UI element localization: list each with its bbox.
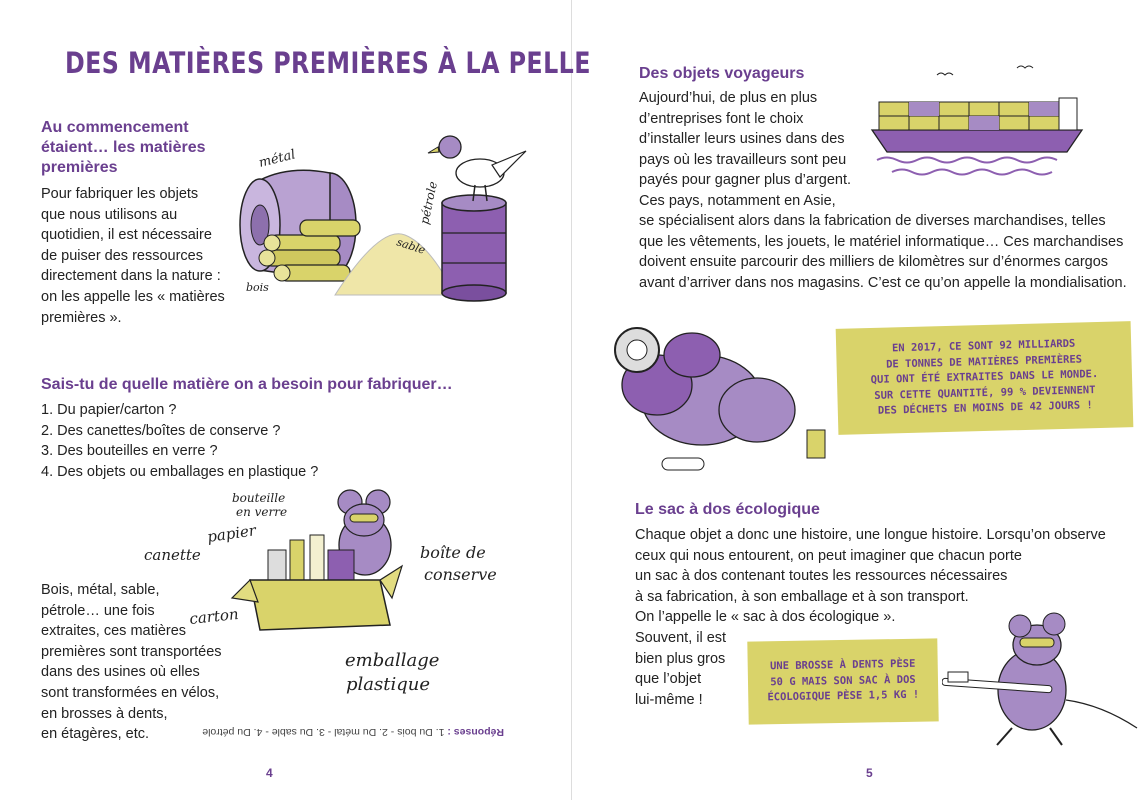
body-line: Souvent, il est — [635, 630, 727, 646]
body-line: bien plus gros — [635, 650, 726, 667]
right-page — [572, 0, 1143, 800]
section-heading-objets-voyageurs: Des objets voyageurs — [639, 65, 805, 82]
body-line: que nous utilisons au — [41, 206, 178, 223]
list-item: 2. Des canettes/boîtes de conserve ? — [41, 422, 281, 439]
body-line: On l’appelle le « sac à dos écologique ». — [635, 609, 896, 626]
label-canette: canette — [144, 546, 201, 564]
callout-line: SUR CETTE QUANTITÉ, 99 % DEVIENNENT — [874, 383, 1096, 402]
section-body-objets-voyageurs-narrow — [639, 88, 851, 212]
body-line: premières sont transportées — [41, 643, 222, 660]
section-body-commencement — [41, 184, 225, 328]
label-emballage-1: emballage — [345, 650, 440, 671]
body-line: que les vêtements, les jouets, le matériel informatique… Ces marchandises — [639, 233, 1124, 250]
page-number-left: 4 — [266, 766, 273, 780]
body-line: en étagères, etc. — [41, 726, 150, 743]
body-line: Chaque objet a donc une histoire, une longue histoire. Lorsqu’on observe — [635, 527, 1106, 543]
heading-line: étaient… les matières — [41, 139, 206, 156]
callout-brosse-a-dents — [747, 638, 938, 724]
body-line: à sa fabrication, à son emballage et à son transport. — [635, 588, 969, 605]
body-line: avant d’arriver dans nos magasins. C’est ce qu’on appelle la mondialisation. — [639, 274, 1127, 291]
body-line: doivent ensuite parcourir des milliers de kilomètres sur d’énormes cargos — [639, 254, 1109, 271]
label-sable: sable — [395, 235, 427, 257]
bottle-icon — [662, 458, 704, 470]
body-line: dans des usines où elles — [41, 664, 200, 681]
seagull-small-icon-2 — [1017, 66, 1033, 68]
body-line: en brosses à dents, — [41, 705, 168, 722]
body-line: que l’objet — [635, 671, 702, 688]
answers-label: Réponses : — [447, 726, 504, 738]
body-line: directement dans la nature : — [41, 268, 221, 285]
section-body-transformation — [41, 580, 222, 745]
callout-line: EN 2017, CE SONT 92 MILLIARDS — [891, 337, 1076, 355]
mouse-icon-2 — [997, 613, 1137, 745]
label-bois: bois — [246, 281, 269, 294]
callout-line: 50 G MAIS SON SAC À DOS — [770, 673, 916, 688]
answers-text: 1. Du bois - 2. Du métal - 3. Du sable - 4. Du pétrole — [202, 726, 448, 738]
body-line: Aujourd’hui, de plus en plus — [639, 90, 818, 106]
label-papier: papier — [206, 521, 258, 546]
label-bouteille-2: en verre — [236, 505, 288, 519]
body-line: d’installer leurs usines dans des — [639, 131, 845, 148]
body-line: ceux qui nous entourent, on peut imaginer que chacun porte — [635, 547, 1022, 564]
body-line: on les appelle les « matières — [41, 288, 225, 305]
body-line: se spécialisent alors dans la fabrication de diverses marchandises, telles — [639, 213, 1106, 229]
raw-materials-illustration — [230, 125, 540, 315]
section-heading-sac-a-dos: Le sac à dos écologique — [635, 501, 820, 518]
body-line: pétrole… une fois — [41, 602, 155, 619]
list-item: 3. Des bouteilles en verre ? — [41, 443, 218, 460]
callout-line: ÉCOLOGIQUE PÈSE 1,5 KG ! — [767, 688, 920, 704]
body-line: Ces pays, notamment en Asie, — [639, 192, 836, 209]
callout-line: UNE BROSSE À DENTS PÈSE — [769, 657, 916, 673]
body-line: lui-même ! — [635, 691, 703, 708]
body-line: premières ». — [41, 309, 122, 326]
body-line: de puiser des ressources — [41, 247, 203, 264]
seagull-small-icon — [937, 73, 953, 75]
body-line: d’entreprises font le choix — [639, 110, 804, 127]
label-boite-1: boîte de — [420, 543, 486, 562]
callout-line: DE TONNES DE MATIÈRES PREMIÈRES — [885, 352, 1083, 371]
body-line: quotidien, il est nécessaire — [41, 227, 212, 244]
body-line: Pour fabriquer les objets — [41, 186, 199, 202]
body-line: pays où les travailleurs sont peu — [639, 151, 847, 168]
oil-barrel-icon — [442, 195, 506, 301]
cardboard-box-icon — [250, 580, 390, 630]
questions-list — [41, 400, 318, 482]
cargo-ship-illustration — [867, 60, 1117, 190]
heading-line: Au commencement — [41, 119, 189, 136]
page-title: DES MATIÈRES PREMIÈRES À LA PELLE — [65, 46, 591, 80]
callout-line: DES DÉCHETS EN MOINS DE 42 JOURS ! — [877, 399, 1093, 417]
section-body-objets-voyageurs-wide — [639, 211, 1127, 293]
cargo-ship-icon — [872, 98, 1082, 152]
callout-line: QUI ONT ÉTÉ EXTRAITES DANS LE MONDE. — [870, 368, 1099, 386]
seagull-icon — [428, 136, 526, 201]
list-item: 1. Du papier/carton ? — [41, 402, 177, 418]
callout-quantites — [836, 321, 1134, 434]
body-line: un sac à dos contenant toutes les ressources nécessaires — [635, 568, 1008, 585]
label-bouteille-1: bouteille — [232, 491, 286, 505]
body-line: extraites, ces matières — [41, 623, 187, 640]
page-number-right: 5 — [866, 766, 873, 780]
heading-line: premières — [41, 159, 118, 176]
body-line: sont transformées en vélos, — [41, 684, 220, 701]
label-petrole: pétrole — [417, 180, 440, 226]
label-metal: métal — [257, 147, 298, 171]
label-emballage-2: plastique — [346, 674, 431, 695]
section-heading-commencement — [41, 118, 206, 178]
mouse-toothbrush-illustration — [942, 610, 1142, 760]
section-body-sac-a-dos-narrow — [635, 628, 726, 710]
body-line: payés pour gagner plus d’argent. — [639, 172, 852, 189]
section-heading-question: Sais-tu de quelle matière on a besoin pour fabriquer… — [41, 376, 453, 393]
label-boite-2: conserve — [424, 565, 497, 584]
garbage-pile-illustration — [582, 300, 852, 480]
list-item: 4. Des objets ou emballages en plastique ? — [41, 463, 319, 480]
answers-upside-down — [202, 726, 504, 738]
label-carton: carton — [188, 604, 240, 628]
body-line: Bois, métal, sable, — [41, 582, 160, 598]
